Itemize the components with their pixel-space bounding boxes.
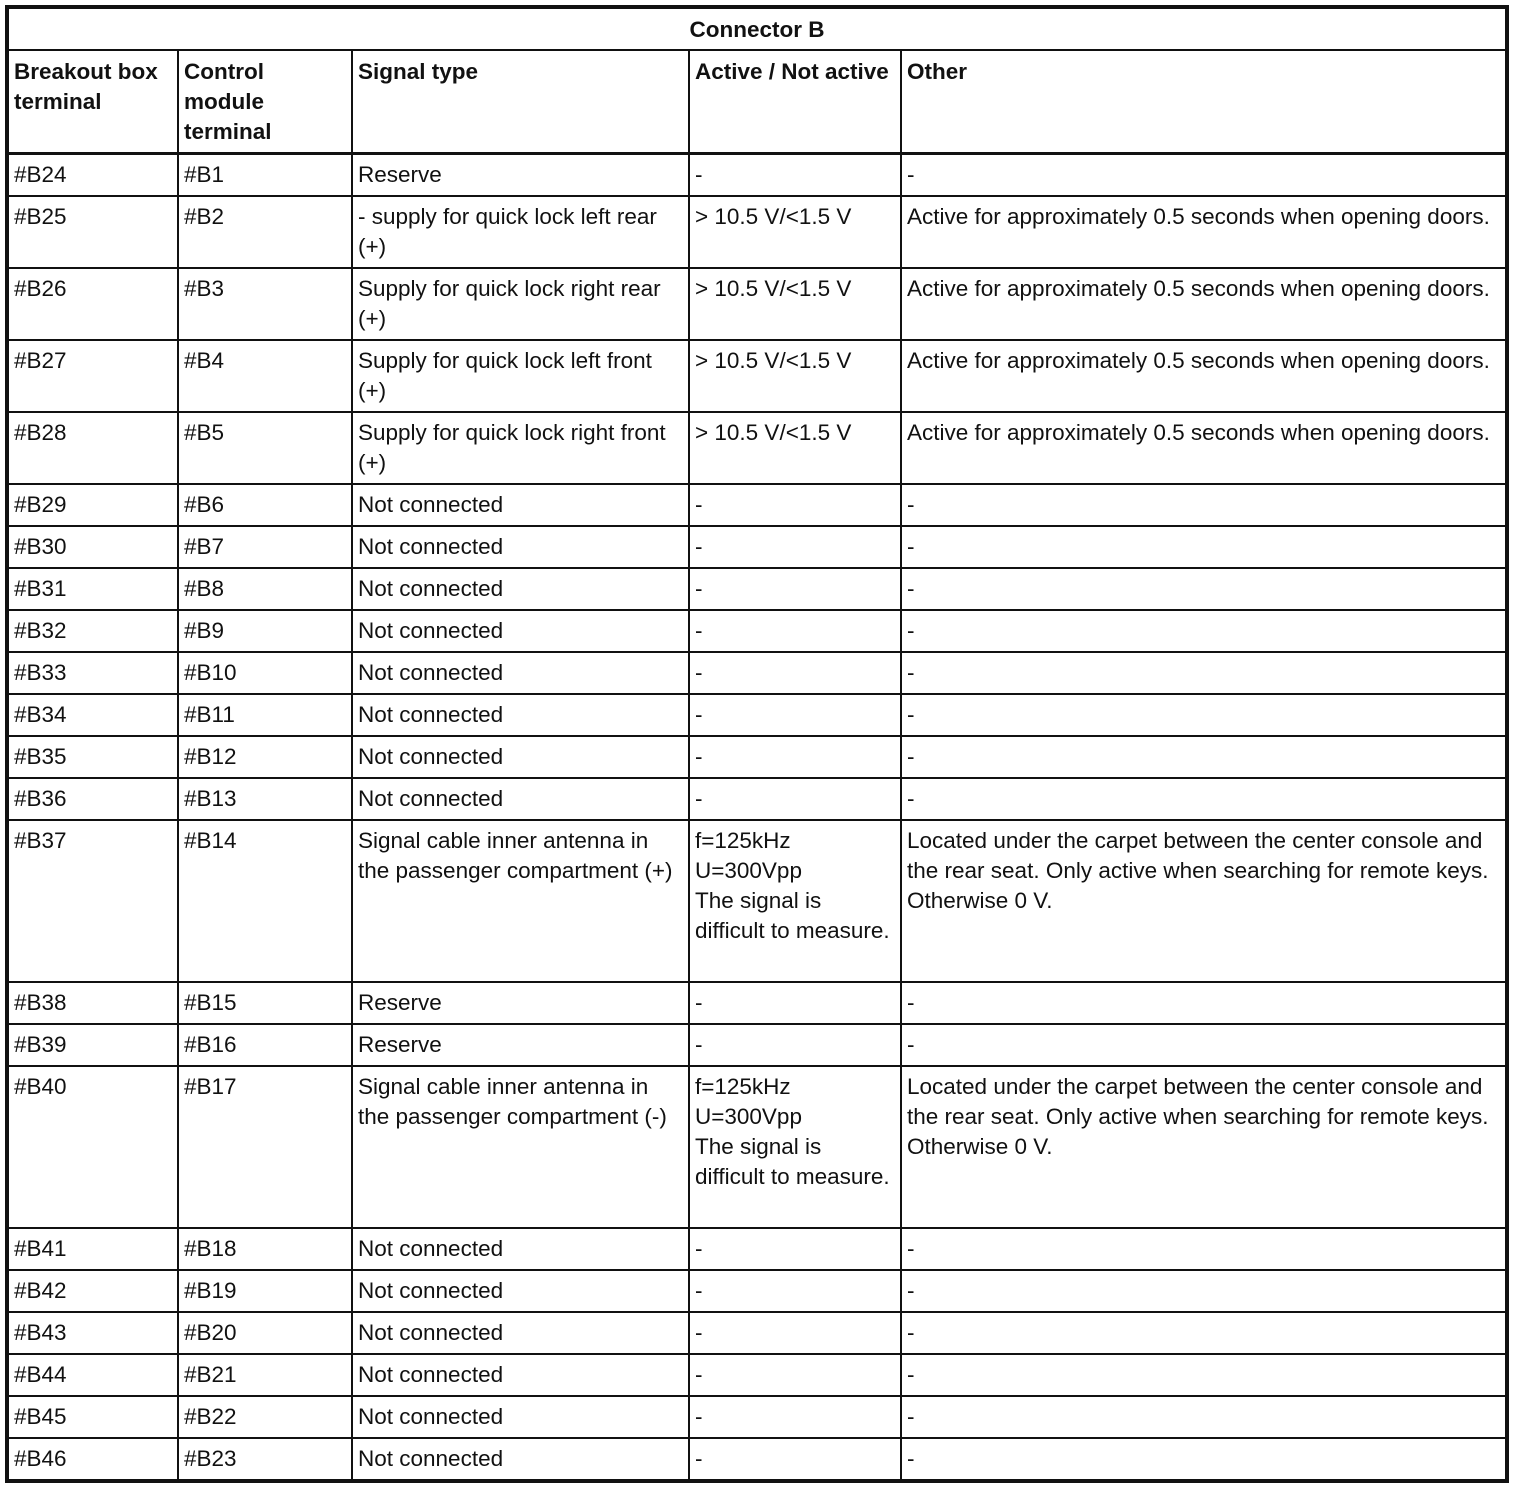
other-notes-cell: Located under the carpet between the center console and the rear seat. Only active when searching for remote keys. Otherwise 0 V. <box>901 1066 1507 1228</box>
other-notes-cell: - <box>901 778 1507 820</box>
table-row <box>7 694 1507 736</box>
active-value-cell: - <box>689 652 901 694</box>
other-notes-cell: Located under the carpet between the center console and the rear seat. Only active when searching for remote keys. Otherwise 0 V. <box>901 820 1507 982</box>
active-value-cell: - <box>689 1354 901 1396</box>
active-value-cell: > 10.5 V/<1.5 V <box>689 340 901 412</box>
active-value-cell: - <box>689 568 901 610</box>
signal-type-cell: Not connected <box>352 610 689 652</box>
breakout-terminal-cell: #B24 <box>7 154 178 197</box>
breakout-terminal-cell: #B31 <box>7 568 178 610</box>
table-row <box>7 1270 1507 1312</box>
breakout-terminal-cell: #B32 <box>7 610 178 652</box>
active-value-cell: > 10.5 V/<1.5 V <box>689 412 901 484</box>
table-row <box>7 1312 1507 1354</box>
control-terminal-cell: #B11 <box>178 694 352 736</box>
other-notes-cell: - <box>901 154 1507 197</box>
header-signal-type: Signal type <box>352 50 689 154</box>
signal-type-cell: Signal cable inner antenna in the passenger compartment (-) <box>352 1066 689 1228</box>
breakout-terminal-cell: #B29 <box>7 484 178 526</box>
active-value-cell: - <box>689 526 901 568</box>
active-value-cell: - <box>689 1396 901 1438</box>
signal-type-cell: Not connected <box>352 568 689 610</box>
other-notes-cell: - <box>901 610 1507 652</box>
signal-type-cell: Reserve <box>352 154 689 197</box>
other-notes-cell: - <box>901 1312 1507 1354</box>
other-notes-cell: - <box>901 568 1507 610</box>
signal-type-cell: Not connected <box>352 736 689 778</box>
signal-type-cell: Not connected <box>352 526 689 568</box>
header-breakout-box-terminal: Breakout box terminal <box>7 50 178 154</box>
other-notes-cell: - <box>901 1270 1507 1312</box>
other-notes-cell: - <box>901 1228 1507 1270</box>
active-value-cell: - <box>689 982 901 1024</box>
connector-table-container <box>5 5 1505 1483</box>
control-terminal-cell: #B2 <box>178 196 352 268</box>
active-value-cell: f=125kHz U=300Vpp The signal is difficult to measure. <box>689 1066 901 1228</box>
other-notes-cell: - <box>901 1024 1507 1066</box>
signal-type-cell: Reserve <box>352 982 689 1024</box>
header-other: Other <box>901 50 1507 154</box>
control-terminal-cell: #B10 <box>178 652 352 694</box>
breakout-terminal-cell: #B37 <box>7 820 178 982</box>
control-terminal-cell: #B4 <box>178 340 352 412</box>
connector-b-table <box>5 5 1509 1483</box>
breakout-terminal-cell: #B46 <box>7 1438 178 1481</box>
signal-type-cell: Not connected <box>352 652 689 694</box>
table-row <box>7 1396 1507 1438</box>
active-value-cell: - <box>689 736 901 778</box>
other-notes-cell: Active for approximately 0.5 seconds when opening doors. <box>901 412 1507 484</box>
breakout-terminal-cell: #B35 <box>7 736 178 778</box>
control-terminal-cell: #B15 <box>178 982 352 1024</box>
table-row <box>7 610 1507 652</box>
control-terminal-cell: #B17 <box>178 1066 352 1228</box>
control-terminal-cell: #B5 <box>178 412 352 484</box>
signal-type-cell: Supply for quick lock right rear (+) <box>352 268 689 340</box>
active-value-cell: - <box>689 1312 901 1354</box>
other-notes-cell: Active for approximately 0.5 seconds when opening doors. <box>901 340 1507 412</box>
other-notes-cell: - <box>901 1396 1507 1438</box>
table-row <box>7 526 1507 568</box>
active-value-cell: - <box>689 154 901 197</box>
signal-type-cell: Not connected <box>352 1228 689 1270</box>
signal-type-cell: Reserve <box>352 1024 689 1066</box>
table-row <box>7 568 1507 610</box>
breakout-terminal-cell: #B41 <box>7 1228 178 1270</box>
signal-type-cell: Supply for quick lock left front (+) <box>352 340 689 412</box>
control-terminal-cell: #B14 <box>178 820 352 982</box>
control-terminal-cell: #B20 <box>178 1312 352 1354</box>
breakout-terminal-cell: #B40 <box>7 1066 178 1228</box>
control-terminal-cell: #B23 <box>178 1438 352 1481</box>
control-terminal-cell: #B12 <box>178 736 352 778</box>
table-row <box>7 484 1507 526</box>
active-value-cell: - <box>689 610 901 652</box>
control-terminal-cell: #B18 <box>178 1228 352 1270</box>
table-row <box>7 1354 1507 1396</box>
table-row <box>7 982 1507 1024</box>
table-row <box>7 736 1507 778</box>
breakout-terminal-cell: #B42 <box>7 1270 178 1312</box>
table-row <box>7 778 1507 820</box>
breakout-terminal-cell: #B39 <box>7 1024 178 1066</box>
breakout-terminal-cell: #B26 <box>7 268 178 340</box>
other-notes-cell: Active for approximately 0.5 seconds when opening doors. <box>901 268 1507 340</box>
table-row <box>7 1228 1507 1270</box>
control-terminal-cell: #B3 <box>178 268 352 340</box>
breakout-terminal-cell: #B27 <box>7 340 178 412</box>
control-terminal-cell: #B19 <box>178 1270 352 1312</box>
breakout-terminal-cell: #B33 <box>7 652 178 694</box>
active-value-cell: - <box>689 778 901 820</box>
header-control-module-terminal: Control module terminal <box>178 50 352 154</box>
table-row <box>7 652 1507 694</box>
other-notes-cell: - <box>901 982 1507 1024</box>
table-title-row <box>7 7 1507 50</box>
active-value-cell: - <box>689 694 901 736</box>
control-terminal-cell: #B22 <box>178 1396 352 1438</box>
breakout-terminal-cell: #B44 <box>7 1354 178 1396</box>
control-terminal-cell: #B21 <box>178 1354 352 1396</box>
breakout-terminal-cell: #B36 <box>7 778 178 820</box>
signal-type-cell: Not connected <box>352 1396 689 1438</box>
control-terminal-cell: #B13 <box>178 778 352 820</box>
breakout-terminal-cell: #B45 <box>7 1396 178 1438</box>
table-title: Connector B <box>7 7 1507 50</box>
table-row <box>7 154 1507 197</box>
active-value-cell: - <box>689 1024 901 1066</box>
table-row <box>7 340 1507 412</box>
active-value-cell: f=125kHz U=300Vpp The signal is difficult to measure. <box>689 820 901 982</box>
table-row <box>7 196 1507 268</box>
table-row <box>7 1438 1507 1481</box>
breakout-terminal-cell: #B34 <box>7 694 178 736</box>
signal-type-cell: Not connected <box>352 1312 689 1354</box>
signal-type-cell: Not connected <box>352 1270 689 1312</box>
other-notes-cell: - <box>901 652 1507 694</box>
table-row <box>7 820 1507 982</box>
breakout-terminal-cell: #B28 <box>7 412 178 484</box>
breakout-terminal-cell: #B30 <box>7 526 178 568</box>
table-body <box>7 154 1507 1482</box>
other-notes-cell: - <box>901 526 1507 568</box>
other-notes-cell: - <box>901 1354 1507 1396</box>
active-value-cell: > 10.5 V/<1.5 V <box>689 196 901 268</box>
breakout-terminal-cell: #B43 <box>7 1312 178 1354</box>
signal-type-cell: Signal cable inner antenna in the passenger compartment (+) <box>352 820 689 982</box>
active-value-cell: - <box>689 1228 901 1270</box>
signal-type-cell: Not connected <box>352 484 689 526</box>
column-header-row <box>7 50 1507 154</box>
breakout-terminal-cell: #B25 <box>7 196 178 268</box>
signal-type-cell: Supply for quick lock right front (+) <box>352 412 689 484</box>
active-value-cell: - <box>689 1438 901 1481</box>
control-terminal-cell: #B1 <box>178 154 352 197</box>
control-terminal-cell: #B16 <box>178 1024 352 1066</box>
control-terminal-cell: #B8 <box>178 568 352 610</box>
table-row <box>7 1066 1507 1228</box>
other-notes-cell: - <box>901 484 1507 526</box>
table-row <box>7 1024 1507 1066</box>
signal-type-cell: - supply for quick lock left rear (+) <box>352 196 689 268</box>
other-notes-cell: - <box>901 694 1507 736</box>
breakout-terminal-cell: #B38 <box>7 982 178 1024</box>
other-notes-cell: - <box>901 736 1507 778</box>
signal-type-cell: Not connected <box>352 1354 689 1396</box>
active-value-cell: - <box>689 1270 901 1312</box>
signal-type-cell: Not connected <box>352 1438 689 1481</box>
table-row <box>7 268 1507 340</box>
active-value-cell: - <box>689 484 901 526</box>
signal-type-cell: Not connected <box>352 778 689 820</box>
table-row <box>7 412 1507 484</box>
signal-type-cell: Not connected <box>352 694 689 736</box>
control-terminal-cell: #B6 <box>178 484 352 526</box>
header-active-not-active: Active / Not active <box>689 50 901 154</box>
control-terminal-cell: #B7 <box>178 526 352 568</box>
active-value-cell: > 10.5 V/<1.5 V <box>689 268 901 340</box>
other-notes-cell: Active for approximately 0.5 seconds when opening doors. <box>901 196 1507 268</box>
other-notes-cell: - <box>901 1438 1507 1481</box>
control-terminal-cell: #B9 <box>178 610 352 652</box>
